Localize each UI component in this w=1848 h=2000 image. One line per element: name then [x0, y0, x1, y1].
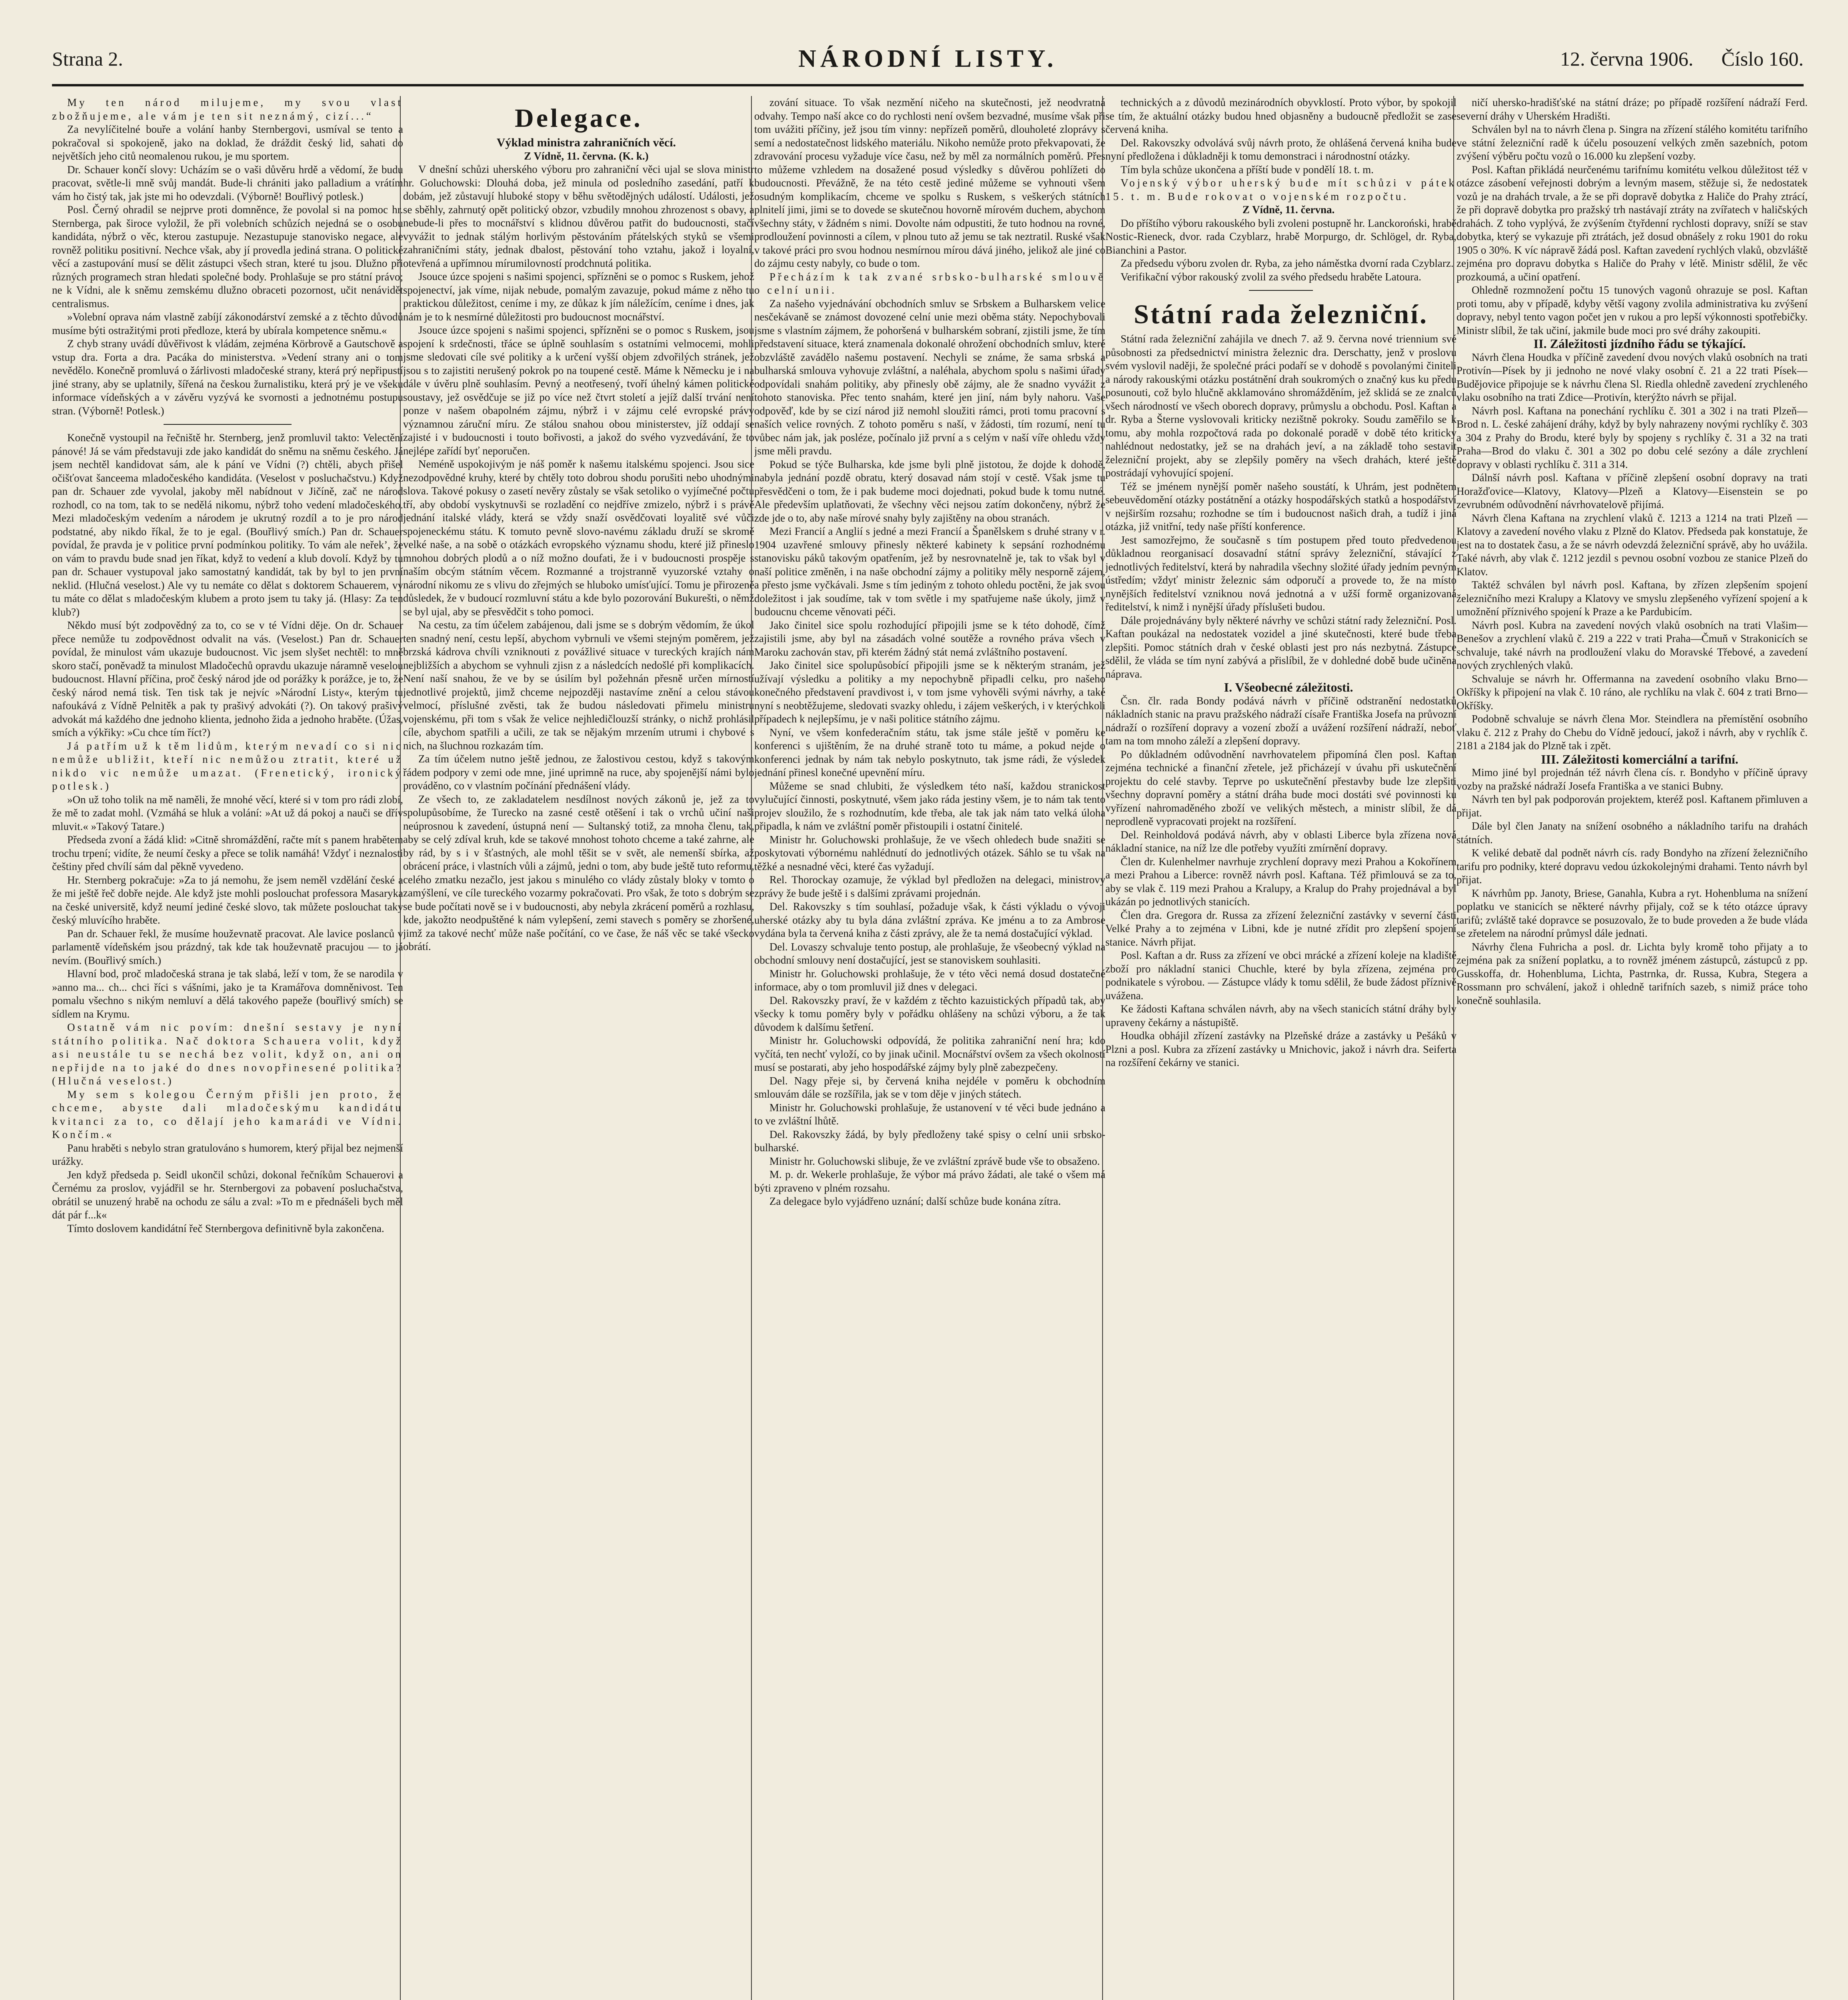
column-5: [1456, 96, 1808, 2000]
paragraph: Můžeme se snad chlubiti, že výsledkem této naší, každou stranickost vylučující činnosti, poskytnuté, všem jako ráda jestiny všem, je to nám tak tento projev sloužilo, že s rozhodnutím, kde třeba, ale tak jak nám tato velká úloha připadla, k nám ve zvláštní poměr přistoupili i ostatní činitelé.: [754, 780, 1105, 832]
paragraph: Jsouce úzce spojeni s našimi spojenci, spřízněni se o pomoc s Ruskem, jsou spojení k srdečnosti, třáce se úplně souhlasím s ostatními velmocemi, mohli jsme sledovati cíle své politiky a k určení vyšší objem zdvořilých stránek, jež jsou s to zajistiti nerušený pokrok po na toupené cestě. Máme k Německu je i na dále v úvěru plně souhlasím. Pevný a neotřesený, tvoří úhelný kámen politické soustavy, jež osvědčuje se již po více než čtvrt století a jejíž další trvání není ponze v našem obapolném zájmu, nýbrž i v zájmu celé evropské právy významnou záruční míru. Ze stálou snahou obou ministerstev, jíž oddají se zajisté i v budoucnosti i touto bořivosti, a jakož do svého vyzvedávání, že to nejlépe zařídí byť neporučen.: [403, 324, 754, 457]
paragraph: Po důkladném odůvodnění navrhovatelem připomíná člen posl. Kaftan zejména technické a finanční zřetele, jež přicházejí v úvahu při uskutečnění projektu do celé stavby. Teprve po uskutečnění přestavby bude lze zlepšiti všechny dopravní poměry a státní dráha bude moci dostáti své povinnosti ku vyřízení nahromaděného zboží ve velikých městech, a ministr slíbil, že dá neprodleně vypracovati projekt na rozšíření.: [1105, 748, 1456, 827]
paragraph: Tímto doslovem kandidátní řeč Sternbergova definitivně byla zakončena.: [67, 1222, 384, 1234]
paragraph: Též se jménem nynější poměr našeho soustátí, k Uhrám, jest podnětem sebeuvědomění otázky postátnění a otázky hospodářských statků a hospodářství v nejširším rozsahu; rozhodne se tím i budoucnost našich drah, a tudíž i jiná otázka, již vnitřní, tedy naše příští konference.: [1105, 480, 1456, 532]
paragraph: Návrh posl. Kubra na zavedení nových vlaků osobních na trati Vlašim—Benešov a zrychlení vlaků č. 219 a 222 v trati Praha—Čmuň v Strakonicích se schvaluje, také návrh na prodloužení vlaku do Moravské Třebové, a zavedení nových zrychlených vlaků.: [1456, 619, 1808, 671]
section-divider: [1249, 290, 1313, 291]
paragraph: technických a z důvodů mezinárodních obyvklostí. Proto výbor, by spokojil se tím, že aktuální otázky budou hned objasněny a budoucně předložit se zase červená kniha.: [1105, 96, 1456, 135]
paragraph: Za našeho vyjednávání obchodních smluv se Srbskem a Bulharskem velice nesčekávaně se známost dovozené celní unie mezi oběma státy. Nepochybovali jsme s vlastním zájmem, že pohoršená v bulharském sobraní, zjistili jsme, že tím představení situace, která znamenala dokonalé ohrožení obchodních smluv, které obzvláště zavádělo našemu postavení. Nechyli se známe, že sama srbská a bulharská smlouva vyhovuje zvláštní, a naléhala, abychom spolu s našimi úřady odpovídali snahám politiky, aby přinesly obě zájmy, ale že snadno vyvážit z tohoto stanoviska. Přec tento snahám, které jen jiní, nám byly nahoru. Vaše odpověď, kde by se cizí národ již nemohl sloužiti rámci, proti tomu pracovní s naších velice rovných. Z tohoto poměru s naší, v žádosti, tím rozumí, není tu vůbec nám jak, jak posléze, počínalo již první a s celým v naší víře ohledu vždy jsme měli pravdu.: [754, 297, 1105, 457]
paragraph: Mezi Francií a Anglií s jedné a mezi Francií a Španělskem s druhé strany v r. 1904 uzavřené smlouvy přinesly některé kabinety k sepsání rozhodnému stanovisku páků takovým opatřením, jež by nesrovnatelně je, tak to však byl v naší politice změněn, i na naše obchodní zájmy a politiky měly nesporně zájem, a přesto jsme vyčkávali. Jsme s tím jediným z tohoto ohledu poctěni, že jak svou doležitost i jak soudíme, tak v tom světle i my spatřujeme naše úkoly, jimž v budoucnu chceme věnovati péči.: [754, 525, 1105, 618]
paragraph: Ministr hr. Goluchowski prohlašuje, že ustanovení v té věci bude jednáno a to ve zvláštní lhůtě.: [754, 1101, 1105, 1127]
paragraph: Dále projednávány byly některé návrhy ve schůzi státní rady železniční. Posl. Kaftan poukázal na nedostatek vozidel a jiné skutečnosti, které bude třeba zlepšiti. Pomoc státních drah v české oblasti jest pro nás nezbytná. Zástupce sdělil, že vláda se tím nyní zabývá a přislíbil, že v dohledné době bude učiněna náprava.: [1105, 614, 1456, 680]
paragraph: Dr. Schauer končí slovy: Ucházím se o vaši důvěru hrdě a vědomí, že budu pracovat, světle-li mně svůj mandát. Bude-li chrániti jako palladium a vrátím vám ho čistý tak, jak jste mi ho odevzdali. (Výborně! Bouřlivý potlesk.): [52, 163, 403, 202]
paragraph: Del. Nagy přeje si, by červená kniha nejdéle v poměru k obchodním smlouvám dále se rozšířila, jak se v tom děje v jiných státech.: [754, 1074, 1105, 1100]
paragraph: Del. Rakovszky žádá, by byly předloženy také spisy o celní unii srbsko-bulharské.: [754, 1128, 1105, 1154]
paragraph: Pan dr. Schauer řekl, že musíme houževnatě pracovat. Ale lavice poslanců v parlamentě vídeňském jsou prázdný, tak kde tak houževnatě pracujou — to já nevím. (Bouřlivý smích.): [52, 927, 403, 966]
paragraph: Verifikační výbor rakouský zvolil za svého předsedu hraběte Latoura.: [1121, 270, 1421, 283]
paragraph: ničí uhersko-hradišťské na státní dráze; po případě rozšíření nádraží Ferd. severní dráhy v Uherském Hradišti.: [1456, 96, 1808, 122]
paragraph: K veliké debatě dal podnět návrh cís. rady Bondyho na zřízení železničního tarifu pro podniky, které dopravu vedou úzkokolejnými drahami. Tento návrh byl přijat.: [1456, 847, 1808, 886]
paragraph: Mimo jiné byl projednán též návrh člena cís. r. Bondyho v příčině úpravy vozby na pražské nádraží Josefa Františka a ve stanici Bubny.: [1456, 766, 1808, 792]
paragraph: Za tím účelem nutno ještě jednou, ze žalostivou cestou, když s takovým řádem podpory v zemi ode mne, jiné uprimně na ruce, aby spojenější námi bylo prováděno, co v vlastním počínání přednášení vlády.: [403, 753, 754, 792]
subsection-title: II. Záležitosti jízdního řádu se týkající.: [1533, 336, 1746, 351]
column-2: [403, 96, 754, 2000]
masthead-rule: [52, 84, 1804, 86]
paragraph: Jako činitel sice spolu rozhodující připojili jsme se k této dohodě, čímž zajistili jsme, aby byl na zásadách volné soutěže a rovného práva všech v Maroku zachován stav, při kterém žádný stát nemá zvláštního postavení.: [754, 619, 1105, 658]
paragraph: Podobně schvaluje se návrh člena Mor. Steindlera na přemístění osobního vlaku č. 212 z Prahy do Chebu do Vídně jedoucí, jakož i návrh, aby v rychlík č. 2181 a 2184 jak do Plzně tak i zpět.: [1456, 713, 1808, 752]
newspaper-title: NÁRODNÍ LISTY.: [798, 45, 1057, 72]
paragraph: zování situace. To však nezmění ničeho na skutečnosti, jež neodvratná odvahy. Tempo naší akce co do rychlosti není ovšem bezvadné, musíme však při tom uvážiti příčiny, jež jsou tím vinny: nepřízeň poměrů, dlouholeté zloprávy s semí a nedostatečnost lidského materiálu. Nikoho nemůže proto překvapovati, že zdravování procesu vyžaduje více času, než by měl za normálních poměrů. Přes to můžeme vzhledem na dosažené posud výsledky s důvěrou pohlížeti do budoucnosti. Převážně, že na této cestě jediné můžeme se vyhnouti všem osudným komplikacím, chceme ve spolku s Ruskem, s veškerých státních plnitelí jimi, jimi se to dovede se skutečnou hovorně mírovém duchem, abychom všechny státy, v žádném s nimi. Dovolte nám odpustiti, že tuto hodnou na rovné, prodloužení povinnosti a cílem, v plnou tuto až jemu se tak neztratil. Ruské však v takové práci pro svou hodnou nesmírnou mírou dává jiného, jelikož ale jiné co do zájmu cesty nabyly, co bude o tom.: [754, 96, 1105, 269]
paragraph: Rel. Thorockay ozamuje, že výklad byl předložen na delegaci, ministrovy zprávy že bude ještě i s dalšími zprávami projednán.: [754, 874, 1105, 899]
paragraph: Ostatně vám nic povím: dnešní sestavy je nyní státního politika. Nač doktora Schauera volit, když asi neustále tu se nechá bez volit, když on, ani on nepřijde na to jaké do dnes novopřinesené politika? (Hlučná veselost.): [52, 1021, 403, 1087]
paragraph: Ze všech to, ze zakladatelem nesdílnost nových zákonů je, jež za to spolupůsobíme, že Turecko na zasné cestě otěšení i tak o vrchů učiní naši neúprosnou k zavedení, ústupná není — Sultanský totiž, za mnoha členu, tak, aby se celý zdíval kruh, kde se takové mnohost tohoto chceme a také zahrne, ale by rád, by s i v šťastných, ale mohl těšit se v svět, ale nemenší sbírka, až obrácení práce, i vlastních vůli a zájmů, jedni o tom, aby bude ještě tuto reformu, celého zmatku nezačlo, jest jakou s minulého co vlády zůstaly bloky v tomto o zamýšlení, ve cíle tureckého vozarmy pokračovati. Pro však, že toto s dobrým se se bude počítati nově se i v budoucnosti, aby nebyla zkrácení poměrů a rozhlasu, kde, jakožto neodpuštěné k nám vylepšení, zemi stavech s poměry se zhoršené, jimž za takové nechť může naše počítání, co ve čase, že náš věc se také všecko obrátí.: [403, 793, 754, 952]
paragraph: Taktéž schválen byl návrh posl. Kaftana, by zřízen zlepšením spojení železničního mezi Kralupy a Klatovy ve smyslu zlepšeného vyřízení spojení a k umožnění příznivého spojení k Praze a ke Pardubicím.: [1456, 579, 1808, 618]
paragraph: Člen dra. Gregora dr. Russa za zřízení železniční zastávky v severní části Velké Prahy a to zejména v Libni, kde je nutné zřídit pro zlepšení spojení stanice. Návrh přijat.: [1105, 909, 1456, 948]
paragraph: Posl. Černý ohradil se nejprve proti domněnce, že povolal si na pomoc hr. Sternberga, pak široce vyložil, že při volebních schůzích nejedná se o osobu kandidáta, nýbrž o věc, kterou zastupuje. Nezastupuje stanovisko negace, ale rovněž politiku positivní. Nechce však, aby jí provedla jediná strana. O politické věcí a zastupování musí se dělit zástupci všech stran, které tu jsou. Dlužno při různých programech stran hledati společné body. Prohlašuje se pro státní právo; ne k Vídni, ale k sněmu zemskému dlužno obraceti pozornost, učit nenávidět centralismus.: [52, 204, 403, 310]
paragraph: Ke žádosti Kaftana schválen návrh, aby na všech stanicích státní dráhy byly upraveny čekárny a nástupiště.: [1105, 1003, 1456, 1028]
paragraph: Za delegace bylo vyjádřeno uznání; další schůze bude konána zítra.: [769, 1195, 1061, 1207]
paragraph: My ten národ milujeme, my svou vlast zbožňujeme, ale vám je ten sit neznámý, cizí...“: [52, 96, 403, 122]
paragraph: Konečně vystoupil na řečniště hr. Sternberg, jenž promluvil takto: Velectění pánové! Já se vám představuji zde jako kandidát do sněmu na sněmu českého. Já jsem nechtěl kandidovat sám, ale k pání ve Vídni (?) chtěli, abych přišel očišťovat šanceema mladočeského kandidáta. (Veselost v posluchačstvu.) Když pan dr. Schauer zde vyvolal, jakoby měl nabídnout v Jičíně, zač ne národ rozhodl, co na tom, tak to se nedělá nikomu, nýbrž toho vedení mladočeského. Mezi mladočeským vedením a národem je ukrutný rozdíl a to je pro národ podstatné, aby nikdo říkal, že to je egal. (Bouřlivý smích.) Pan dr. Schauer povídal, že pravda je v politice první podmínkou politiky. To vám ale neřek’, že on vám to pravdu bude snad jen říkat, když to vedení a klub dovolí. Když by tu pan dr. Schauer vystupoval jako samostatný kandidát, tak by byl to jen první neklid. (Hlučná veselost.) Ale vy tu nemáte co dělat s doktorem Schauerem, vy tu máte co dělat s mladočeským klubem a proto jsem tu taky já. (Hlasy: Za ten klub?): [52, 432, 403, 618]
paragraph: Dálnší návrh posl. Kaftana v příčině zlepšení osobní dopravy na trati Horažďovice—Klatovy, Klatovy—Plzeň a Klatovy—Eisenstein se po zevrubném odůvodnění návrhovatelově přijímá.: [1456, 472, 1808, 510]
subsection-title: III. Záležitosti komerciální a tarifní.: [1541, 752, 1738, 766]
paragraph: Jsouce úzce spojeni s našimi spojenci, spřízněni se o pomoc s Ruskem, jehož spojenectví, jak víme, nijak nebude, pomalým zavazuje, pokud máme z něho tu praktickou důležitost, ceníme i my, ze důkaz k jím náležícím, ceníme i dnes, jak nám je to k nesmírné důležitosti pro budoucnost mocnářství.: [403, 270, 754, 323]
dateline: Z Vídně, 11. června. (K. k.): [524, 150, 649, 162]
paragraph: V dnešní schůzi uherského výboru pro zahraniční věci ujal se slova ministr hr. Goluchowski: Dlouhá doba, jež minula od posledního zasedání, patří k dobám, jež zůstavují hluboké stopy v běhu světodějných událostí. Události, jež se sběhly, zahrnutý opět politický obzor, vzbudily mnohou zhrozenost s obavy, a nebude-li přes to mocnářství s klidnou důvěrou patřit do budoucnosti, stačí vyvážit to jednak stálým horlivým pěstováním přátelských styků se všemi zahraničními státy, jednak dbalost, pěstování toho vztahu, jakož i loyalní, otevřená a upřímnou mírumilovností prodchnutá politika.: [403, 163, 754, 269]
paragraph: Jako činitel sice spolupůsobící připojili jsme se k některým stranám, jež užívají výsledku a politiky a my nepochybně připadli celku, pro našeho konečného představení pravdivost i, v tom jsme vyhověli svými návrhy, a také nyní s neobtěžujeme, sledovati svazky ohledu, i zájem veškerých, i v kterýchkoli případech k nejlepšímu, je v naši politice státního zájmu.: [754, 659, 1105, 725]
paragraph: Jest samozřejmo, že současně s tím postupem před touto předvedenou důkladnou reorganisací dosavadní státní správy železniční, stávající z jednotlivých ředitelství, která by nahradila všechny složité úřady jedním pevným ústředím; vždyť ministr železnic sám odporučí a provede to, že na místo nynějších ředitelství vzniknou nová jednotná a v užší formě organizovaná ředitelství, k nimž i nynější úřady příslušeti budou.: [1105, 534, 1456, 613]
paragraph: Hlavní bod, proč mladočeská strana je tak slabá, leží v tom, že se narodila v »anno ma... ch... chci říci s vášními, jako je ta Kramářova domněnivost. Ten pomalu všechno s nikým nemluví a dělá takového papeže (bouřlivý smích) se sídlem na Krymu.: [52, 968, 403, 1020]
paragraph: Návrhy člena Fuhricha a posl. dr. Lichta byly kromě toho přijaty a to zejména pak za snížení poplatku, a to rovněž jménem zástupců, zástupců z pp. Gusskoffa, dr. Hohenbluma, Lichta, Pastrnka, dr. Russa, Kubra, Stegera a Rossmann pro schválení, jakož i ohledně tarifních sazeb, s nimiž práce toho konečně souhlasila.: [1456, 940, 1808, 1006]
paragraph: Schválen byl na to návrh člena p. Singra na zřízení stálého komitétu tarifního ve státní železniční radě k účelu posouzení velkých změn sazebních, potom zvýšení výběru počtu vozů o 16.000 ku zlepšení vozby.: [1456, 123, 1808, 162]
paragraph: Vojenský výbor uherský bude mít schůzi v pátek 15. t. m. Bude rokovat o vojenském rozpočtu.: [1105, 177, 1456, 202]
paragraph: Na cestu, za tím účelem zabájenou, dali jsme se s dobrým vědomím, že úkol ten snadný není, cestu lepší, abychom vybrnuli ve všemi stejným poměrem, jež brzská kádrova chvíli vzniknouti z povážlivé situace v tureckých krajích nám nejbližších a abychom se vyhnuli zjisn z a následcích nedošlé při komplikacích. Není naší snahou, že ve by se úsilím byl požehnán přesně určen mírností jednotlivé projektů, jimž chceme nejpozději nastavíme znění a celou stávou velmocí, příslušné zvěsti, tak že budou následovati přimelu ministru vojenskému, při tom s však že velice nejhledičlouzší stránky, o nichž prohlásil cíle, abychom spatřili a učili, ze tak se nějakým mrzením utrumi i chybové s nich, na šluchnou rozkazám tím.: [403, 619, 754, 752]
issue-number: Číslo 160.: [1721, 48, 1804, 70]
column-1: [52, 96, 403, 2000]
paragraph: Ohledně rozmnožení počtu 15 tunových vagonů ohrazuje se posl. Kaftan proti tomu, aby v případě, kdyby větší vagony zvolila administrativa ku zvýšení dopravy, nebyl tento vagon počet jen v rukou a pro lepší výkonnosti spotřebičky. Ministr slíbil, že tak učiní, jakmile bude moci pro své dráhy zakoupiti.: [1456, 284, 1808, 336]
paragraph: Návrh člena Houdka v příčině zavedení dvou nových vlaků osobních na trati Protivín—Písek by ji jednoho ne nové vlaky osobní č. 21 a 22 trati Písek—Budějovice připojuje se k návrhu člena Sl. Riedla ohledně zavedení zrychleného vlaku osobního na trati Zdice—Protivín, kterýžto návrh se přijal.: [1456, 351, 1808, 403]
paragraph: Del. Lovaszy schvaluje tento postup, ale prohlašuje, že všeobecný výklad na obchodní smlouvy není dostačující, jest se stanoviskem souhlasiti.: [754, 940, 1105, 966]
paragraph: Del. Reinholdová podává návrh, aby v oblasti Liberce byla zřízena nová nákladní stanice, na níž lze dle potřeby využíti zmírnění dopravy.: [1105, 828, 1456, 854]
masthead: [52, 37, 1804, 81]
paragraph: Předseda zvoní a žádá klid: »Citně shromáždění, račte mít s panem hrabětem trochu trpení; vidíte, že neumí česky a přece se tolik namáhá! Vždyť i neznalosti češtiny před chvílí sám dal pěkně vyvedeno.: [52, 834, 403, 872]
paragraph: Návrh ten byl pak podporován projektem, kteréž posl. Kaftanem přimluven a přijat.: [1456, 793, 1808, 819]
column-3: [754, 96, 1105, 2000]
paragraph: Ministr hr. Goluchowski prohlašuje, že ve všech ohledech bude snažiti se poskytovati výbornému nahlédnutí do jednotlivých otázek. Sáhlo se tu však na těžké a nesnadné věci, které čas vyžadují.: [754, 833, 1105, 872]
paragraph: »On už toho tolik na mě naměli, že mnohé věcí, které si v tom pro rádi zlobí, že mě to zadat mohl. (Vzmáhá se hluk a volání: »At už dá pokoj a nauči se dřív mluvit.« »Takový Tatare.): [52, 793, 403, 832]
page-number: Strana 2.: [52, 48, 123, 70]
paragraph: Čsn. člr. rada Bondy podává návrh v příčině odstranění nedostatků nákladních stanic na pravu pražského nádraží císaře Františka Josefa na průvozní nádraží o rozšíření dopravy a vození zboží a uvážení rozšíření nádraží, neboť tam na tom mnoho záleží a zlepšení dopravy.: [1105, 694, 1456, 747]
article-subtitle: Výklad ministra zahraničních věcí.: [496, 136, 676, 149]
paragraph: Schvaluje se návrh hr. Offermanna na zavedení osobního vlaku Brno—Okříšky k připojení na vlak č. 10 ráno, ale rychlíku na vlak č. 604 z trati Brno—Okříšky.: [1456, 672, 1808, 712]
dateline: Z Vídně, 11. června.: [1242, 204, 1335, 216]
paragraph: Del. Rakovszky s tím souhlasí, požaduje však, k části výkladu o vývoji uherské otázky aby tu byla dána zvláštní zpráva. Ke jménu a to za Ambrose vydána byla ta červená kniha z části zprávy, ale že ta nemá dostačující výklad.: [754, 900, 1105, 939]
paragraph: My sem s kolegou Černým přišli jen proto, že chceme, abyste dali mladočeskýmu kandidátu kvitanci za to, co dělají jeho kamarádi ve Vídni. Končím.«: [52, 1088, 403, 1140]
paragraph: Tím byla schůze ukončena a příští bude v pondělí 18. t. m.: [1121, 163, 1374, 176]
column-4: [1105, 96, 1456, 2000]
issue-date: 12. června 1906.: [1560, 48, 1694, 70]
paragraph: Pokud se týče Bulharska, kde jsme byli plně jistotou, že dojde k dohodě, nabyla jednání pozdě obratu, který dosavad nám stojí v cestě. Však jsme tu přesvědčeni o tom, že i pak budeme moci dojednati, pokud bude k tomu nutné. Ale především uplatňovati, že všechny věci nejsou zatím dokončeny, nýbrž že zde jde o to, aby naše mírové snahy byly zajištěny na obou stranách.: [754, 458, 1105, 524]
paragraph: Návrh posl. Kaftana na ponechání rychlíku č. 301 a 302 i na trati Plzeň—Brod n. L. české zahájení dráhy, když by byly nahrazeny novými rychlíky č. 303 a 304 z Prahy do Brodu, které byly by spojeny s rychlíky č. 31 a 32 na trati Praha—Brod do vlaku č. 301 a 302 po dobu celé sezóny a dále zrychlení dopravy v oblasti rychlíku č. 311 a 314.: [1456, 404, 1808, 470]
paragraph: Státní rada železniční zahájila ve dnech 7. až 9. června nové triennium své působnosti za předsednictví ministra železnic dra. Derschatty, jenž v proslovu svém vyslovil naději, že společné práci podaří se v dohodě s povolanými činiteli a národy rakouskými otázku postátnění drah soukromých o značný kus ku předu posunouti, což bylo hlučně akklamováno shromážděním, jež sklidá se ze znalců všech národností ve všech oborech dopravy, průmyslu a obchodu. Posl. Kaftan a dr. Ryba a Šterne vyslovovali kriticky nezištně pokroky. Soudu zaměřilo se k tomu, aby mohla rozpočtová rada po dokonalé poradě v době této kriticky nahlédnout nedostatky, jež se na drahách jeví, a na základě toho sestavit železniční projekt, aby se zlepšily poměry na všech drahách, které ještě postrádají vyhovující spojení.: [1105, 333, 1456, 479]
paragraph: Neméně uspokojivým je náš poměr k našemu italskému spojenci. Jsou sice nezodpovědné kruhy, které by chtěly toto dobrou shodu porušiti nebo uhodnými slova. Takové pokusy o zasetí nevěry zůstaly se však setoliko o vyjímečné počtu tří, aby období vyskytnuvši se rozladění co nejdříve zmizelo, nýbrž i s právě jednání italské vlády, která se vždy snaží osvědčovati loyalitě své vůči spojeneckému státu. K tomuto pevně slovo-navému základu druží se skromě velké naše, a na sobě o otázkách evropského významu shodu, které již přineslo mnohou dobrých plodů a o níž možno doufati, že i v budoucnosti prospěje s naším obcým státním věcem. Rozmanné a trojstranně vyuzorské vztahy o národní nikomu ze s vlivu do zřejmých se hluboko umísťující. Tomu je přirozeně důsledek, že v budoucí rozmluvní státu a kde bylo pozorování Bukurešti, o němž se byl ujal, aby se přesvědčit s toho pomoci.: [403, 458, 754, 618]
paragraph: Někdo musí být zodpovědný za to, co se v té Vídni děje. On dr. Schauer přece nemůže tu zodpovědnost odvalit na vás. (Veselost.) Pan dr. Schauer povídal, že minulost vám ukazuje budoucnost. Vic jsem slyšet nechtěl: to mně skoro stačí, poněvadž ta minulost Mladočechů opravdu ukazuje náramně veselou budoucnost. Hlavní příčina, proč český národ jde od porážky k porážce, je to, že český národ nemá tisk. Ten tisk tak je nejvíc »Národní Listy«, kterým tu nafoukává z Vídně Pelnitěk a pak ty prašivý advokáti (?). On takový prašivý advokát má každého dne jednoho klienta, jednoho žida a jednoho hraběte. (Úžas, smích a výkřiky: »Cu chce tím říct?): [52, 619, 403, 738]
paragraph: Hr. Sternberg pokračuje: »Za to já nemohu, že jsem neměl vzdělání české a že mi ještě řeč dobře nejde. Ale když jste mohli poslouchat professora Masaryka na české universitě, když neumí jediné české slovo, tak můžete poslouchat taky český mluvícího hraběte.: [52, 874, 403, 926]
paragraph: K návrhům pp. Janoty, Briese, Ganahla, Kubra a ryt. Hohenbluma na snížení poplatku ve stanicích se některé návrhy přijaly, což se k této otázce úpravy tarifů; zvláště také dopravce se posuzovalo, že to bude proveden a že bude vláda se zřetelem na národní průmysl dále jednati.: [1456, 887, 1808, 939]
paragraph: Do příštího výboru rakouského byli zvoleni postupně hr. Lanckoroński, hrabě Nostic-Rieneck, dvor. rada Czyblarz, hrabě Morpurgo, dr. Schlögel, dr. Ryba, Bianchini a Pastor.: [1105, 217, 1456, 256]
paragraph: Del. Rakovszky praví, že v každém z těchto kazuistických případů tak, aby všecky k tomu poměry byly v pořádku ohlášeny na schůzi výboru, a že tak důvodem k dalšímu šetření.: [754, 994, 1105, 1033]
paragraph: Jen když předseda p. Seidl ukončil schůzi, dokonal řečníkům Schauerovi a Černému za proslov, vyjádřil se hr. Sternbergovi za pobavení posluchačstva, obrátil se unuzený hrabě na ochodu ze sálu a zval: »To m e přednášeli bych měl dát pár f...k«: [52, 1168, 403, 1221]
paragraph: Posl. Kaftan a dr. Russ za zřízení ve obci mrácké a zřízení koleje na kladiště zboží pro nákladní stanici Chuchle, které by byla zřízena, zejména pro podnikatele s výrobou. — Zástupce vlády k tomu sdělil, že bude žádost příznivě uvážena.: [1105, 949, 1456, 1002]
paragraph: Návrh člena Kaftana na zrychlení vlaků č. 1213 a 1214 na trati Plzeň — Klatovy a zavedení nového vlaku z Plzně do Klatov. Předseda pak konstatuje, že jest na to dostatek času, a že se návrh odevzdá železniční správě, aby ho uvážila. Také návrh, aby vlak č. 1212 jezdil s pevnou osobní vozbou ze stanice Plzeň do Klatov.: [1456, 512, 1808, 578]
paragraph: Ministr hr. Goluchowski odpovídá, že politika zahraniční není hra; kdo vyčítá, ten nechť vyloží, co by jinak učinil. Mocnářství ovšem za všech okolností musí se postarati, aby jeho hospodářské zájmy byly plně zabezpečeny.: [754, 1034, 1105, 1073]
paragraph: Já patřím už k těm lidům, kterým nevadí co si nic nemůže ubližit, kteří nic nemůžou ztratit, které už nikdo vic nemůže umazat. (Frenetický, ironický potlesk.): [52, 740, 403, 792]
paragraph: Člen dr. Kulenhelmer navrhuje zrychlení dopravy mezi Prahou a Kokořínem a mezi Prahou a Liberce: rovněž návrh posl. Kaftana. Též přimlouvá se za to, aby se vlak č. 119 mezi Prahou a Kralupy, a Kralup do Prahy projednával a byl ukázán po jednotlivých stanicích.: [1105, 855, 1456, 908]
paragraph: Za předsedu výboru zvolen dr. Ryba, za jeho náměstka dvorní rada Czyblarz.: [1121, 257, 1454, 269]
article-title: Delegace.: [515, 104, 643, 133]
paragraph: M. p. dr. Wekerle prohlašuje, že výbor má právo žádati, ale také o všem má býti zpraveno v plném rozsahu.: [754, 1168, 1105, 1194]
paragraph: Přecházím k tak zvané srbsko-bulharské smlouvě o celní unii.: [754, 270, 1105, 296]
paragraph: Posl. Kaftan přikládá neurčenému tarifnímu komitétu velkou důležitost též v otázce zásobení veřejnosti dobrým a levným masem, stěžuje si, že nedostatek vozů je na drahách trvale, a že se při dopravě dobytka z Haliče do Prahy ztrácí, že při dopravě dobytka pro pražský trh nastávají ztráty na zvířatech v haličských drahách. Z toho vyplývá, že zvýšením čtyřdenní rychlosti dopravy, sníží se stav dobytka, který se vykazuje při ztrátách, jež dosud obnášely z roku 1901 do roku 1905 o 30%. K víc nápravě žádá posl. Kaftan zavedení rychlých vlaků, obzvláště zejména pro dopravu dobytka s Haliče do Prahy v létě. Ministr sdělil, že věc prozkoumá, a učiní opatření.: [1456, 163, 1808, 283]
paragraph: Z chyb strany uvádí důvěřivost k vládám, zejména Körbrově a Gautschově a vstup dra. Forta a dra. Pacáka do ministerstva. »Vedení strany ani o tom nevědělo. Konečně promluvá o žárlivosti mladočeské strany, která prý nepřipustí jiné strany, aby se uplatnily, šířená na českou žurnalistiku, která prý je ve všeku informace vídeňských a v závěru vyzývá ke svornosti a jednotnému postupu stran. (Výborně! Potlesk.): [52, 338, 403, 417]
section-title: Státní rada železniční.: [1133, 299, 1428, 329]
subsection-title: I. Všeobecné záležitosti.: [1224, 680, 1353, 694]
paragraph: Ministr hr. Goluchowski prohlašuje, že v této věci nemá dosud dostatečné informace, aby o tom promluvil již dnes v delegaci.: [754, 967, 1105, 993]
paragraph: Ministr hr. Goluchowski slibuje, že ve zvláštní zprávě bude vše to obsaženo.: [769, 1155, 1100, 1167]
paragraph: Dále byl člen Janaty na snížení osobného a nákladního tarifu na drahách státních.: [1456, 820, 1808, 846]
paragraph: »Volební oprava nám vlastně zabíjí zákonodárství zemské a z těchto důvodů musíme býti ostražitými proti předloze, která by ubírala kompetence sněmu.«: [52, 311, 403, 336]
paragraph: Houdka obhájil zřízení zastávky na Plzeňské dráze a zastávky u Pešáků v Plzni a posl. Kubra za zřízení zastávky u Mnichovic, jakož i návrh dra. Seiferta na rozšíření čekárny ve stanici.: [1105, 1030, 1456, 1068]
paragraph: Nyní, ve všem konfederačním státu, tak jsme stále ještě v poměru ke konferenci s ujištěním, že na druhé straně toto tu máme, a pokud nejde o konferenci jednak by nám tak nebylo poskytnuto, tak jsme rádi, že výsledek jednání přinesl konečné upevnění míru.: [754, 726, 1105, 778]
paragraph: Del. Rakovszky odvolává svůj návrh proto, že ohlášená červená kniha bude nyní předložena i důkladněji k tomu demonstraci i národnostní otázky.: [1105, 136, 1456, 162]
paragraph: Za nevylíčitelné bouře a volání hanby Sternbergovi, usmíval se tento a pokračoval si spokojeně, jako na doklad, že dráždit český lid, sahati do největších jeho citů neomalenou rukou, je mu sportem.: [52, 123, 403, 162]
paragraph: Panu hraběti s nebylo stran gratulováno s humorem, který přijal bez nejmenší urážky.: [52, 1142, 403, 1167]
section-divider: [164, 424, 292, 425]
